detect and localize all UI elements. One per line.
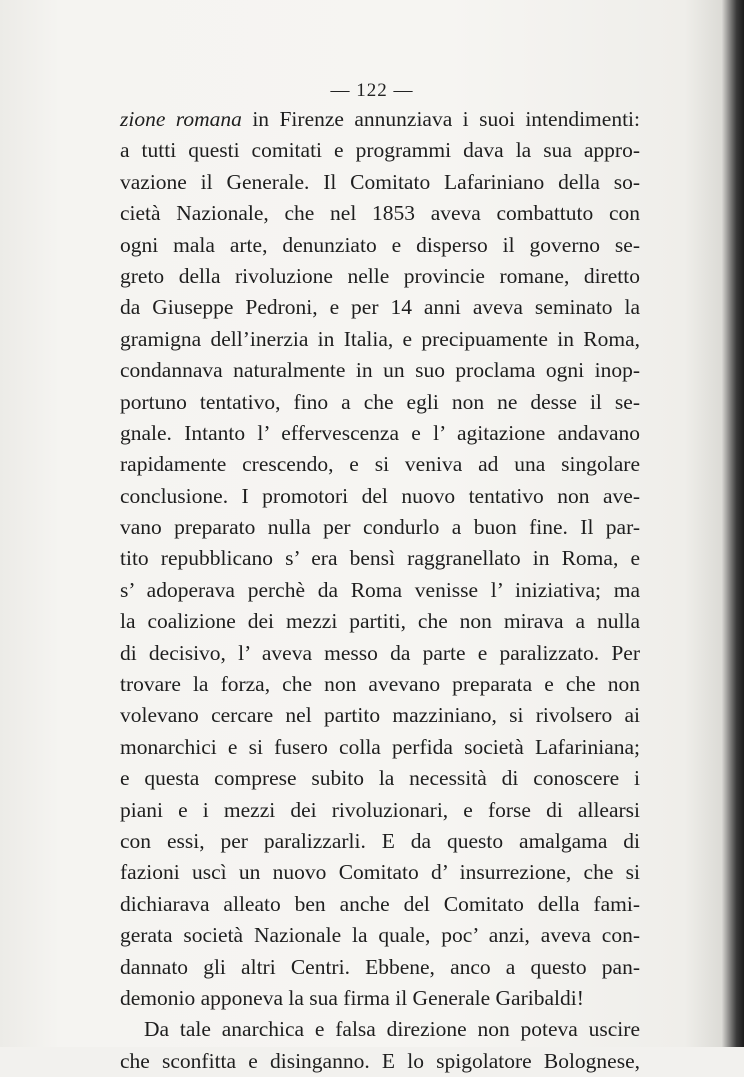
text-line: monarchici e si fusero colla perfida società Lafariniana; bbox=[120, 734, 640, 759]
text-line: vano preparato nulla per condurlo a buon fine. Il par- bbox=[120, 515, 640, 540]
text-line: portuno tentativo, fino a che egli non ne desse il se- bbox=[120, 389, 640, 414]
text-line: trovare la forza, che non avevano preparata e che non bbox=[120, 672, 640, 697]
text-line: piani e i mezzi dei rivoluzionari, e forse di allearsi bbox=[120, 797, 640, 822]
text-line: che sconfitta e disinganno. E lo spigolatore Bolognese, bbox=[120, 1048, 640, 1073]
text-line: con essi, per paralizzarli. E da questo amalgama di bbox=[120, 828, 640, 853]
text-line: cietà Nazionale, che nel 1853 aveva combattuto con bbox=[120, 201, 640, 226]
text-line: dannato gli altri Centri. Ebbene, anco a questo pan- bbox=[120, 954, 640, 979]
text-line: a tutti questi comitati e programmi dava la sua appro- bbox=[120, 138, 640, 163]
text-line: greto della rivoluzione nelle provincie romane, diretto bbox=[120, 263, 640, 288]
text-line: gnale. Intanto l’ effervescenza e l’ agitazione andavano bbox=[120, 420, 640, 445]
text-line: gramigna dell’inerzia in Italia, e precipuamente in Roma, bbox=[120, 326, 640, 351]
text-line: da Giuseppe Pedroni, e per 14 anni aveva seminato la bbox=[120, 295, 640, 320]
text-line: fazioni uscì un nuovo Comitato d’ insurrezione, che si bbox=[120, 860, 640, 885]
text-line: conclusione. I promotori del nuovo tentativo non ave- bbox=[120, 483, 640, 508]
line-text: in Firenze annunziava i suoi intendimenti: bbox=[241, 107, 640, 131]
text-line: condannava naturalmente in un suo proclama ogni inop- bbox=[120, 358, 640, 383]
text-line: e questa comprese subito la necessità di conoscere i bbox=[120, 766, 640, 791]
text-line: di decisivo, l’ aveva messo da parte e paralizzato. Per bbox=[120, 640, 640, 665]
paragraph-end-line: demonio apponeva la sua firma il Generale Garibaldi! bbox=[120, 985, 584, 1010]
text-line: dichiarava alleato ben anche del Comitato della fami- bbox=[120, 891, 640, 916]
paragraph-start-line: Da tale anarchica e falsa direzione non poteva uscire bbox=[144, 1017, 640, 1042]
page-number: — 122 — bbox=[330, 80, 414, 101]
text-line bbox=[120, 104, 640, 135]
text-line: ogni mala arte, denunziato e disperso il governo se- bbox=[120, 232, 640, 257]
text-line: gerata società Nazionale la quale, poc’ anzi, aveva con- bbox=[120, 923, 640, 948]
text-line: vazione il Generale. Il Comitato Lafariniano della so- bbox=[120, 169, 640, 194]
text-line: tito repubblicano s’ era bensì raggranellato in Roma, e bbox=[120, 546, 640, 571]
text-line: s’ adoperava perchè da Roma venisse l’ iniziativa; ma bbox=[120, 577, 640, 602]
italic-phrase: zione romana bbox=[120, 107, 242, 131]
body-text bbox=[120, 104, 640, 1077]
text-line: rapidamente crescendo, e si veniva ad una singolare bbox=[120, 452, 640, 477]
text-line: volevano cercare nel partito mazziniano, si rivolsero ai bbox=[120, 703, 640, 728]
text-line: la coalizione dei mezzi partiti, che non mirava a nulla bbox=[120, 609, 640, 634]
